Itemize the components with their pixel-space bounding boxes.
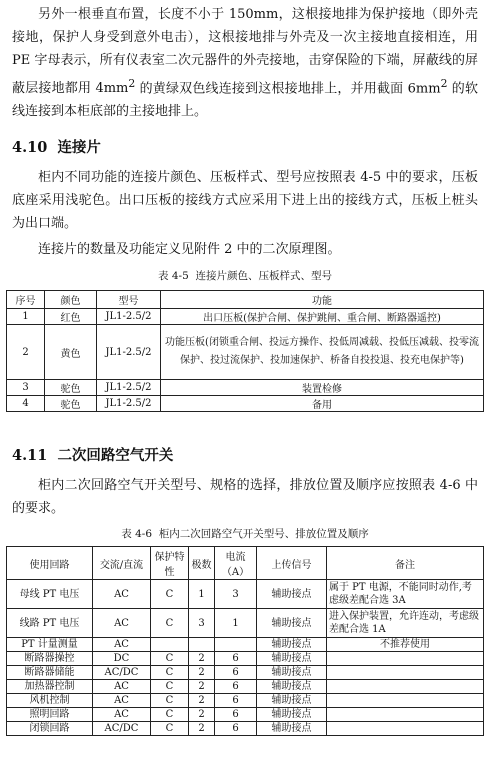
header-cell: 上传信号 — [257, 547, 327, 580]
table-row: 闭锁回路 AC/DC C 2 6 辅助接点 — [7, 722, 484, 736]
section-4-10-paragraph-1: 柜内不同功能的连接片颜色、压板样式、型号应按照表 4-5 中的要求，压板底座采用浅驼色。出口压板的接线方式应采用下进上出的接线方式，压板上桩头为出口端。 — [12, 170, 478, 231]
header-cell: 交流/直流 — [93, 547, 151, 580]
section-4-11-paragraph: 柜内二次回路空气开关型号、规格的选择，排放位置及顺序应按照表 4-6 中的要求。 — [12, 478, 478, 516]
table-row: 母线 PT 电压 AC C 1 3 辅助接点 属于 PT 电源，不能同时动作,考虑级差配合选 3A — [7, 580, 484, 609]
table-row: 3 驼色 JL1-2.5/2 装置检修 — [7, 380, 484, 396]
table-row: 4 驼色 JL1-2.5/2 备用 — [7, 396, 484, 412]
table-header-row — [7, 291, 484, 309]
header-cell: 备注 — [327, 547, 484, 580]
intro-paragraph: 另外一根垂直布置，长度不小于 150mm，这根接地排为保护接地（即外壳接地，保护人身受到意外电击），这根接地排与外壳及一次主接地直接相连，用 PE 字母表示，所有仪表室二次元器件的外壳接地，击穿保险的下端，屏蔽线的屏蔽层接地都用 $4mm^2$ 的黄绿双色线连接到这根接地排上，并用截面 $6mm^2$ 的软线连接到本柜底部的主接地排上。 — [12, 7, 478, 120]
table-header-row — [7, 547, 484, 580]
table-row: 风机控制 AC C 2 6 辅助接点 — [7, 694, 484, 708]
table-row: 断路器操控 DC C 2 6 辅助接点 — [7, 652, 484, 666]
table-row: 1 红色 JL1-2.5/2 出口压板(保护合闸、保护跳闸、重合闸、断路器遥控) — [7, 309, 484, 325]
header-cell: 电流（A） — [215, 547, 257, 580]
header-cell: 颜色 — [45, 291, 97, 309]
table-row: 2 黄色 JL1-2.5/2 功能压板(闭锁重合闸、投远方操作、投低周减载、投低压减载、投零流保护、投过流保护、投加速保护、桥备自投投退、投充电保护等) — [7, 325, 484, 380]
table-row: 加热器控制 AC C 2 6 辅助接点 — [7, 680, 484, 694]
section-4-10-paragraph-2: 连接片的数量及功能定义见附件 2 中的二次原理图。 — [38, 242, 341, 257]
table-4-6-caption: 表 4-6 柜内二次回路空气开关型号、排放位置及顺序 — [121, 528, 369, 540]
header-cell: 使用回路 — [7, 547, 93, 580]
header-cell: 保护特性 — [151, 547, 189, 580]
section-4-10-heading: 4.10 连接片 — [12, 139, 101, 156]
table-4-5 — [6, 290, 484, 412]
table-row: PT 计量测量 AC 辅助接点 不推荐使用 — [7, 638, 484, 652]
table-row: 照明回路 AC C 2 6 辅助接点 — [7, 708, 484, 722]
header-cell: 序号 — [7, 291, 45, 309]
table-4-5-caption: 表 4-5 连接片颜色、压板样式、型号 — [158, 270, 332, 282]
section-4-11-heading: 4.11 二次回路空气开关 — [12, 447, 174, 464]
header-cell: 功能 — [161, 291, 484, 309]
table-row: 断路器储能 AC/DC C 2 6 辅助接点 — [7, 666, 484, 680]
table-row: 线路 PT 电压 AC C 3 1 辅助接点 进入保护装置，允许连动，考虑级差配合选 1A — [7, 609, 484, 638]
header-cell: 极数 — [189, 547, 215, 580]
table-4-6 — [6, 546, 484, 736]
header-cell: 型号 — [97, 291, 161, 309]
